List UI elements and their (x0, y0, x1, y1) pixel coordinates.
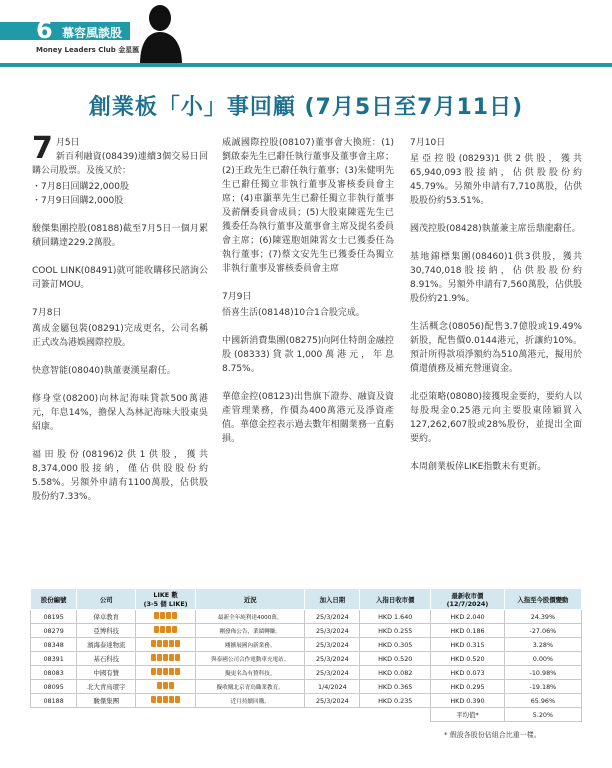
stock-code: 08348 (31, 638, 77, 652)
entry-price: HKD 0.235 (360, 694, 431, 708)
entry-price: HKD 0.520 (360, 652, 431, 666)
col-header-date: 加入日期 (305, 589, 360, 610)
like-icon (169, 640, 174, 647)
company-name: 北大青鳥環宇 (77, 680, 136, 694)
table-row (31, 610, 582, 624)
price-change: 0.00% (504, 652, 581, 666)
table-row (31, 666, 582, 680)
latest-price: HKD 0.520 (431, 652, 505, 666)
date-heading: 7月9日 (222, 292, 252, 302)
like-icon (163, 696, 168, 703)
col-header-company: 公司 (77, 589, 136, 610)
paragraph: COOL LINK(08491)就可能收購移民諮詢公司簽訂MOU。 (32, 266, 208, 290)
recent-news: 近月持續回購。 (195, 694, 304, 708)
like-icon (151, 640, 156, 647)
paragraph: 北亞策略(08080)接獲現金要約，要約人以每股現金0.25港元向主要股東陸穎買入127,262,607股或28%股份，並提出全面要約。 (410, 392, 582, 444)
page-number: 6 (36, 16, 53, 44)
like-count (136, 652, 196, 666)
recent-news: 最新全年純利達4000萬。 (195, 610, 304, 624)
paragraph: 悟喜生活(08148)10合1合股完成。 (222, 308, 365, 318)
price-change: -10.98% (504, 666, 581, 680)
list-item: ・7月8日回購22,000股 (32, 182, 129, 192)
like-count (136, 624, 196, 638)
like-icon (175, 640, 180, 647)
like-icon (151, 668, 156, 675)
like-icons (154, 612, 177, 619)
stock-code: 08391 (31, 652, 77, 666)
like-icon (163, 640, 168, 647)
entry-price: HKD 1.640 (360, 610, 431, 624)
like-icon (154, 626, 159, 633)
latest-price: HKD 0.073 (431, 666, 505, 680)
like-icons (151, 668, 180, 675)
like-count (136, 610, 196, 624)
col-header-code: 股份編號 (31, 589, 77, 610)
paragraph: 修身堂(08200)向林記海味貸款500萬港元，年息14%，擔保人為林記海味大股東吳紹康。 (32, 394, 208, 432)
entry-price: HKD 0.255 (360, 624, 431, 638)
date-heading: 7月10日 (410, 138, 446, 148)
price-change: 3.28% (504, 638, 581, 652)
section-title: 慕容風談股 (62, 26, 123, 40)
table-row (31, 638, 582, 652)
recent-news: 剛擴展國內新業務。 (195, 638, 304, 652)
paragraph: 星亞控股(08293)1供2供股，獲共65,940,093股接納，佔供股股份約45.79%。另額外申請有7,710萬股，佔供股股份約53.51%。 (410, 154, 582, 206)
paragraph: 本周創業板倖LIKE指數未有更新。 (410, 462, 547, 472)
join-date: 25/3/2024 (305, 666, 360, 680)
price-change: -27.06% (504, 624, 581, 638)
col-header-change: 入指至今股價變動 (504, 589, 581, 610)
column-2 (222, 136, 394, 460)
entry-price: HKD 0.082 (360, 666, 431, 680)
table-row (31, 652, 582, 666)
like-icon (169, 654, 174, 661)
table-row (31, 694, 582, 708)
table-header-row (31, 589, 582, 610)
company-name: 濱海泰達物流 (77, 638, 136, 652)
column-3 (410, 136, 582, 488)
like-icons (151, 696, 180, 703)
latest-price: HKD 0.315 (431, 638, 505, 652)
like-icons (154, 626, 177, 633)
table-row (31, 624, 582, 638)
like-icon (166, 612, 171, 619)
paragraph: 威誠國際控股(08107)董事會大換班：(1)劉啟泰先生已辭任執行董事及董事會主席；(2)王政先生已辭任執行董事；(3)朱健明先生已辭任獨立非執行董事及審核委員會主席；(4)車灝華先生已辭任獨立非執行董事及薪酬委員會成員；(5)大股東陳霆先生已獲委任為執行董事及董事會主席及提名委員會主席；(6)陳霆胞姐陳霄女士已獲委任為執行董事；(7)蔡文安先生已獲委任為獨立非執行董事及審核委員會主席 (222, 138, 394, 274)
company-name: 中國有贊 (77, 666, 136, 680)
like-icon (169, 696, 174, 703)
stock-code: 08083 (31, 666, 77, 680)
like-icon (160, 626, 165, 633)
recent-news: 擬更名為有贊科技。 (195, 666, 304, 680)
company-name: 基石科技 (77, 652, 136, 666)
price-change: -19.18% (504, 680, 581, 694)
like-icon (151, 696, 156, 703)
paragraph: 基地錦標集團(08460)1供3供股，獲共30,740,018股接納，佔供股股份約8.91%。另額外申請有7,560萬股，佔供股股份約21.9%。 (410, 252, 582, 304)
entry-price: HKD 0.365 (360, 680, 431, 694)
stock-code: 08188 (31, 694, 77, 708)
col-header-entry-price: 入指日收市價 (360, 589, 431, 610)
price-change: 24.39% (504, 610, 581, 624)
like-icon (166, 626, 171, 633)
dropcap: 7 (32, 131, 53, 166)
entry-price: HKD 0.305 (360, 638, 431, 652)
like-icon (151, 654, 156, 661)
latest-price: HKD 0.295 (431, 680, 505, 694)
paragraph: 中國新消費集團(08275)向阿仕特朗金融控股(08333)貸款1,000萬港元，年息8.75%。 (222, 336, 394, 374)
join-date: 25/3/2024 (305, 610, 360, 624)
paragraph: 福田股份(08196)2供1供股，獲共8,374,000股接納，僅佔供股股份約5.58%。另額外申請有1100萬股，佔供股股份約7.33%。 (32, 450, 208, 502)
paragraph: 國茂控股(08428)執董兼主席岳鼎龍辭任。 (410, 224, 581, 234)
columnist-silhouette-icon (130, 2, 190, 64)
average-row (31, 708, 582, 722)
like-icon (175, 668, 180, 675)
stock-code: 08095 (31, 680, 77, 694)
like-count (136, 666, 196, 680)
list-item: ・7月9日回購2,000股 (32, 196, 124, 206)
paragraph: 快意智能(08040)執董妻漢星辭任。 (32, 366, 176, 376)
text: 新百利融資(08439)連續3個交易日回購公司股票。及後又於： (32, 152, 208, 176)
brand-name: Money Leaders Club 金星匯 (36, 46, 140, 54)
date-heading: 7月8日 (32, 308, 62, 318)
date-jul5: 月5日 (55, 138, 80, 148)
like-icon (163, 668, 168, 675)
like-count (136, 638, 196, 652)
average-value: 5.20% (504, 708, 581, 722)
join-date: 25/3/2024 (305, 624, 360, 638)
join-date: 25/3/2024 (305, 638, 360, 652)
table-row (31, 680, 582, 694)
like-icon (154, 612, 159, 619)
like-icon (169, 668, 174, 675)
recent-news: 剛發佈公告，業績轉賺。 (195, 624, 304, 638)
like-icon (175, 696, 180, 703)
price-change: 65.96% (504, 694, 581, 708)
page-header (0, 0, 612, 62)
like-icon (163, 682, 168, 689)
like-icon (157, 668, 162, 675)
like-icons (157, 682, 174, 689)
paragraph-date-jul5 (32, 131, 208, 178)
like-icon (157, 682, 162, 689)
like-count (136, 680, 196, 694)
paragraph: 駿傑集團控股(08188)截至7月5日一個月累積回購達229.2萬股。 (32, 224, 208, 248)
latest-price: HKD 2.040 (431, 610, 505, 624)
footnote: * 假設各股份佔組合比重一樣。 (444, 731, 541, 739)
like-icon (172, 626, 177, 633)
like-icon (157, 696, 162, 703)
company-name: 亞博科技 (77, 624, 136, 638)
recent-news: 與泰國公司合作電動車充電站。 (195, 652, 304, 666)
like-icon (163, 654, 168, 661)
join-date: 1/4/2024 (305, 680, 360, 694)
like-icon (172, 612, 177, 619)
header-divider (0, 63, 612, 67)
company-name: 駿傑集團 (77, 694, 136, 708)
latest-price: HKD 0.186 (431, 624, 505, 638)
latest-price: HKD 0.390 (431, 694, 505, 708)
like-count (136, 694, 196, 708)
like-icon (169, 682, 174, 689)
col-header-latest-price: 最新收市價 (12/7/2024) (431, 589, 505, 610)
paragraph: 華億金控(08123)出售旗下證券、融資及資產管理業務，作價為400萬港元及淨資產值。華億金控表示過去數年相關業務一直虧損。 (222, 392, 394, 444)
like-icon (157, 640, 162, 647)
repurchase-list (32, 180, 208, 208)
like-icon (160, 612, 165, 619)
like-index-table (30, 588, 582, 722)
paragraph: 萬成金屬包裝(08291)完成更名，公司名稱正式改為港娛國際控股。 (32, 324, 208, 348)
col-header-likes: LIKE 數 (3-5 個 LIKE) (136, 589, 196, 610)
col-header-recent: 近況 (195, 589, 304, 610)
article-title: 創業板「小」事回顧 (7月5日至7月11日) (88, 95, 524, 120)
stock-code: 08195 (31, 610, 77, 624)
average-label: 平均值* (431, 708, 505, 722)
stock-code: 08279 (31, 624, 77, 638)
join-date: 25/3/2024 (305, 694, 360, 708)
join-date: 25/3/2024 (305, 652, 360, 666)
recent-news: 擬收購北京青鳥職業教育。 (195, 680, 304, 694)
column-1 (32, 131, 208, 518)
like-icons (151, 654, 180, 661)
like-icons (151, 640, 180, 647)
like-icon (157, 654, 162, 661)
paragraph: 生活概念(08056)配售3.7億股或19.49%新股，配售價0.0144港元，折讓約10%。預計所得款項淨額約為510萬港元，擬用於償還債務及補充營運資金。 (410, 322, 582, 374)
like-icon (175, 654, 180, 661)
company-name: 偉卓教育 (77, 610, 136, 624)
